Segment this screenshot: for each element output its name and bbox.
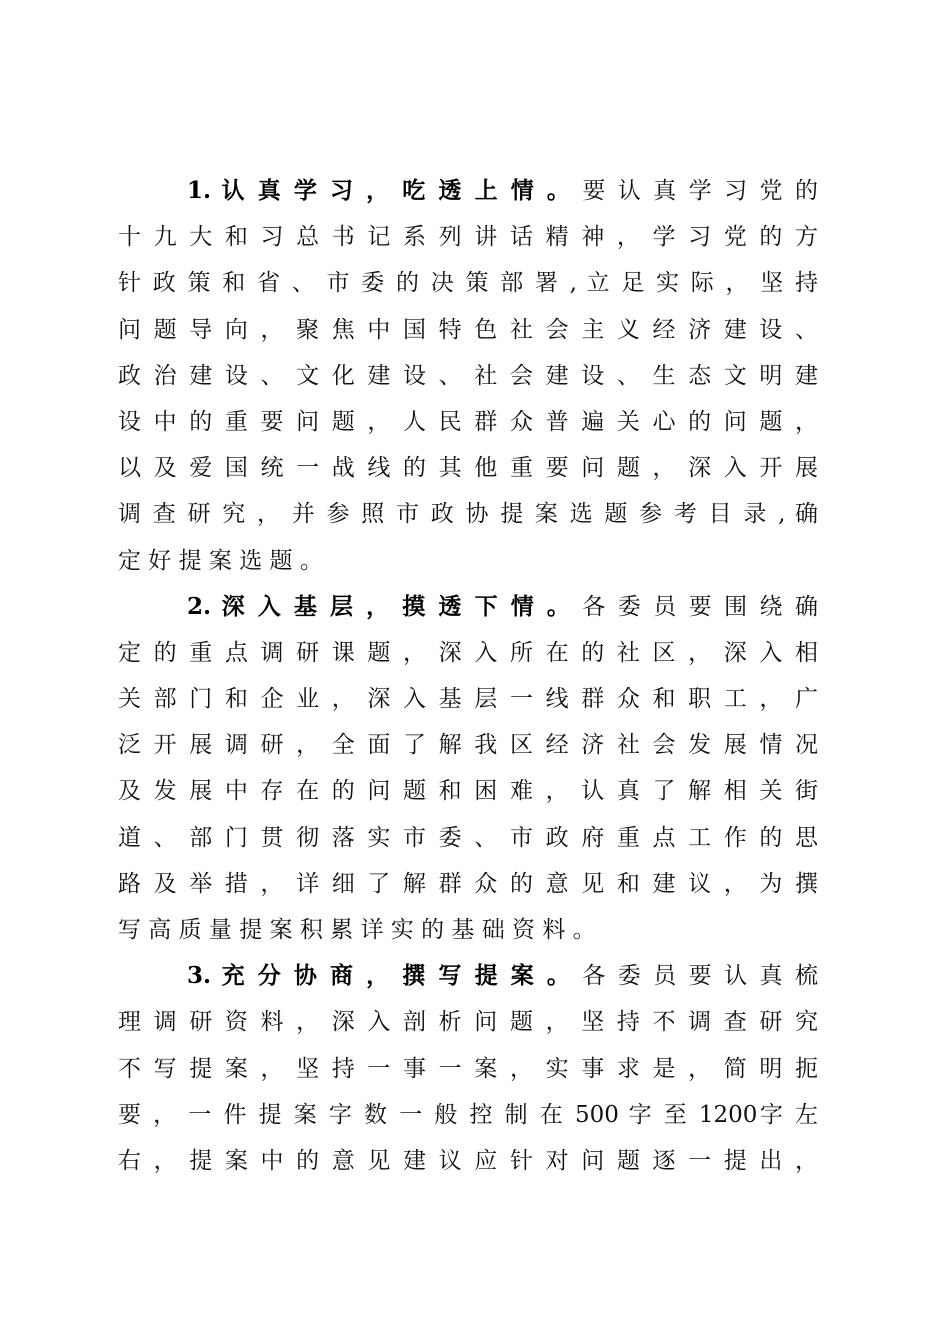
paragraph-line: 泛 开 展 调 研 ， 全 面 了 解 我 区 经 济 社 会 发 展 情 况 [118,732,818,759]
paragraph-line: 政 治 建 设 、 文 化 建 设 、 社 会 建 设 、 生 态 文 明 建 [118,362,818,389]
paragraph-3-heading: 3. 充 分 协 商 ， 撰 写 提 案 。 [187,962,573,990]
paragraph-line: 定 好 提 案 选 题 。 [118,547,323,574]
paragraph-line: 理 调 研 资 料 ， 深 入 剖 析 问 题 ， 坚 持 不 调 查 研 究 [118,1009,818,1036]
paragraph-line: 十 九 大 和 习 总 书 记 系 列 讲 话 精 神 ， 学 习 党 的 方 [118,224,818,251]
paragraph-line: 关 部 门 和 企 业 ， 深 入 基 层 一 线 群 众 和 职 工 ， 广 [118,686,818,713]
paragraph-line: 要 ， 一 件 提 案 字 数 一 般 控 制 在 500 字 至 1200字 左 [118,1101,818,1128]
paragraph-line: 右 ， 提 案 中 的 意 见 建 议 应 针 对 问 题 逐 一 提 出 ， [118,1147,818,1174]
paragraph-1-text: 要 认 真 学 习 党 的 [582,178,819,204]
paragraph-line: 调 查 研 究 ， 并 参 照 市 政 协 提 案 选 题 参 考 目 录 , 确 [118,501,818,528]
paragraph-line: 道 、 部 门 贯 彻 落 实 市 委 、 市 政 府 重 点 工 作 的 思 [118,824,818,851]
paragraph-2-text: 各 委 员 要 围 绕 确 [582,593,819,620]
paragraph-1-line-1 [118,168,818,214]
paragraph-line: 以 及 爱 国 统 一 战 线 的 其 他 重 要 问 题 ， 深 入 开 展 [118,455,818,482]
paragraph-2-heading: 2. 深 入 基 层 ， 摸 透 下 情 。 [187,592,573,620]
paragraph-2-line-1 [118,584,818,630]
paragraph-line: 问 题 导 向 ， 聚 焦 中 国 特 色 社 会 主 义 经 济 建 设 、 [118,316,818,343]
paragraph-line: 路 及 举 措 ， 详 细 了 解 群 众 的 意 见 和 建 议 ， 为 撰 [118,870,818,897]
paragraph-3-line-1 [118,953,818,999]
paragraph-line: 设 中 的 重 要 问 题 ， 人 民 群 众 普 遍 关 心 的 问 题 ， [118,408,818,435]
paragraph-1-heading: 1. 认 真 学 习 ， 吃 透 上 情 。 [187,177,573,204]
paragraph-line: 针 政 策 和 省 、 市 委 的 决 策 部 署 , 立 足 实 际 ， 坚 持 [118,270,818,297]
paragraph-line: 写 高 质 量 提 案 积 累 详 实 的 基 础 资 料 。 [118,917,596,943]
paragraph-line: 及 发 展 中 存 在 的 问 题 和 困 难 ， 认 真 了 解 相 关 街 [118,778,818,805]
paragraph-3-text: 各 委 员 要 认 真 梳 [582,963,819,990]
paragraph-line: 定 的 重 点 调 研 课 题 ， 深 入 所 在 的 社 区 ， 深 入 相 [118,639,818,666]
paragraph-line: 不 写 提 案 ， 坚 持 一 事 一 案 ， 实 事 求 是 ， 简 明 扼 [118,1055,818,1082]
document-body [118,168,818,1184]
